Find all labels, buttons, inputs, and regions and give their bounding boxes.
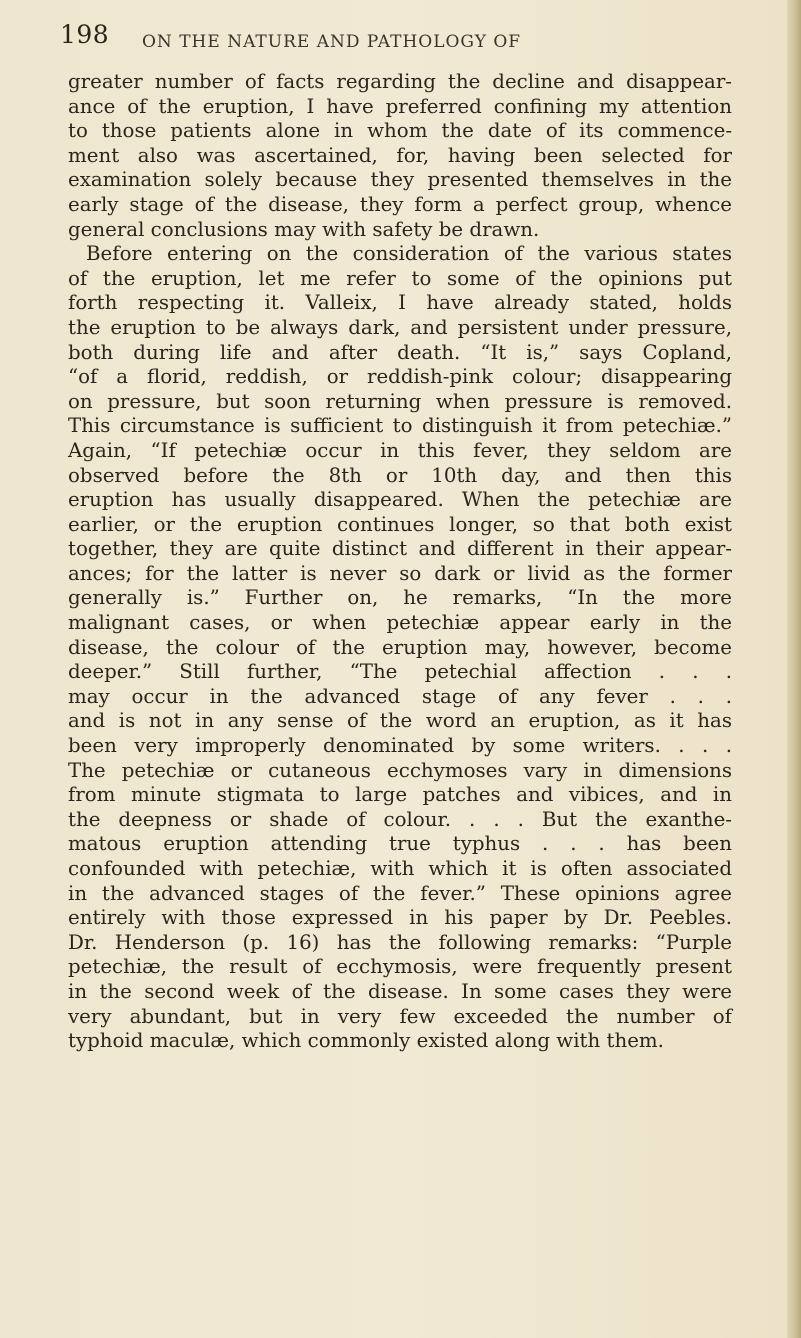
text-line: earlier, or the eruption continues longer, so that both exist <box>68 512 732 536</box>
text-line: typhoid maculæ, which commonly existed along with them. <box>68 1029 664 1053</box>
page-number: 198 <box>60 20 110 49</box>
text-line: generally is.” Further on, he remarks, “In the more <box>68 586 732 610</box>
text-line: matous eruption attending true typhus . . . has been <box>68 832 732 856</box>
text-line: confounded with petechiæ, with which it is often associated <box>68 857 732 880</box>
text-line: in the second week of the disease. In some cases they were <box>68 979 732 1003</box>
text-line: general conclusions may with safety be drawn. <box>68 217 540 241</box>
text-line: very abundant, but in very few exceeded the number of <box>68 1004 732 1028</box>
text-line: ment also was ascertained, for, having been selected for <box>68 143 732 167</box>
page-edge <box>787 0 801 1338</box>
body-text <box>68 70 732 1054</box>
text-line: the eruption to be always dark, and persistent under pressure, <box>68 315 732 339</box>
text-line: forth respecting it. Valleix, I have already stated, holds <box>68 291 732 315</box>
text-line: Again, “If petechiæ occur in this fever, they seldom are <box>68 438 732 462</box>
text-line: of the eruption, let me refer to some of the opinions put <box>68 266 732 290</box>
text-line: entirely with those expressed in his paper by Dr. Peebles. <box>68 906 732 930</box>
text-line: disease, the colour of the eruption may, however, become <box>68 635 732 659</box>
text-line: greater number of facts regarding the decline and disappear- <box>68 70 732 93</box>
text-line: on pressure, but soon returning when pressure is removed. <box>68 389 732 413</box>
text-line: examination solely because they presented themselves in the <box>68 168 732 192</box>
text-line: Before entering on the consideration of the various states <box>86 242 732 266</box>
text-line: observed before the 8th or 10th day, and then this <box>68 463 732 487</box>
running-head: ON THE NATURE AND PATHOLOGY OF <box>142 32 522 52</box>
text-line: malignant cases, or when petechiæ appear early in the <box>68 611 732 635</box>
text-line: eruption has usually disappeared. When the petechiæ are <box>68 488 732 512</box>
text-line: in the advanced stages of the fever.” These opinions agree <box>68 881 732 905</box>
text-line: to those patients alone in whom the date of its commence- <box>68 119 732 143</box>
text-line: deeper.” Still further, “The petechial affection . . . <box>68 660 732 684</box>
text-line: This circumstance is sufficient to distinguish it from petechiæ.” <box>68 414 732 438</box>
text-line: been very improperly denominated by some writers. . . . <box>68 734 732 758</box>
text-line: petechiæ, the result of ecchymosis, were frequently present <box>68 955 732 979</box>
text-line: and is not in any sense of the word an eruption, as it has <box>68 709 732 733</box>
text-line: The petechiæ or cutaneous ecchymoses vary in dimensions <box>68 758 732 782</box>
text-line: “of a florid, reddish, or reddish-pink colour; disappearing <box>68 365 732 389</box>
text-line: from minute stigmata to large patches and vibices, and in <box>68 783 732 807</box>
text-line: the deepness or shade of colour. . . . But the exanthe- <box>68 807 732 831</box>
text-line: Dr. Henderson (p. 16) has the following remarks: “Purple <box>68 930 732 954</box>
text-line: ances; for the latter is never so dark or livid as the former <box>68 561 732 585</box>
text-line: ance of the eruption, I have preferred confining my attention <box>68 94 732 118</box>
text-line: early stage of the disease, they form a perfect group, whence <box>68 192 732 216</box>
text-line: both during life and after death. “It is,” says Copland, <box>68 340 732 364</box>
text-line: may occur in the advanced stage of any fever . . . <box>68 684 732 708</box>
text-line: together, they are quite distinct and different in their appear- <box>68 537 732 561</box>
page-header <box>60 18 740 66</box>
